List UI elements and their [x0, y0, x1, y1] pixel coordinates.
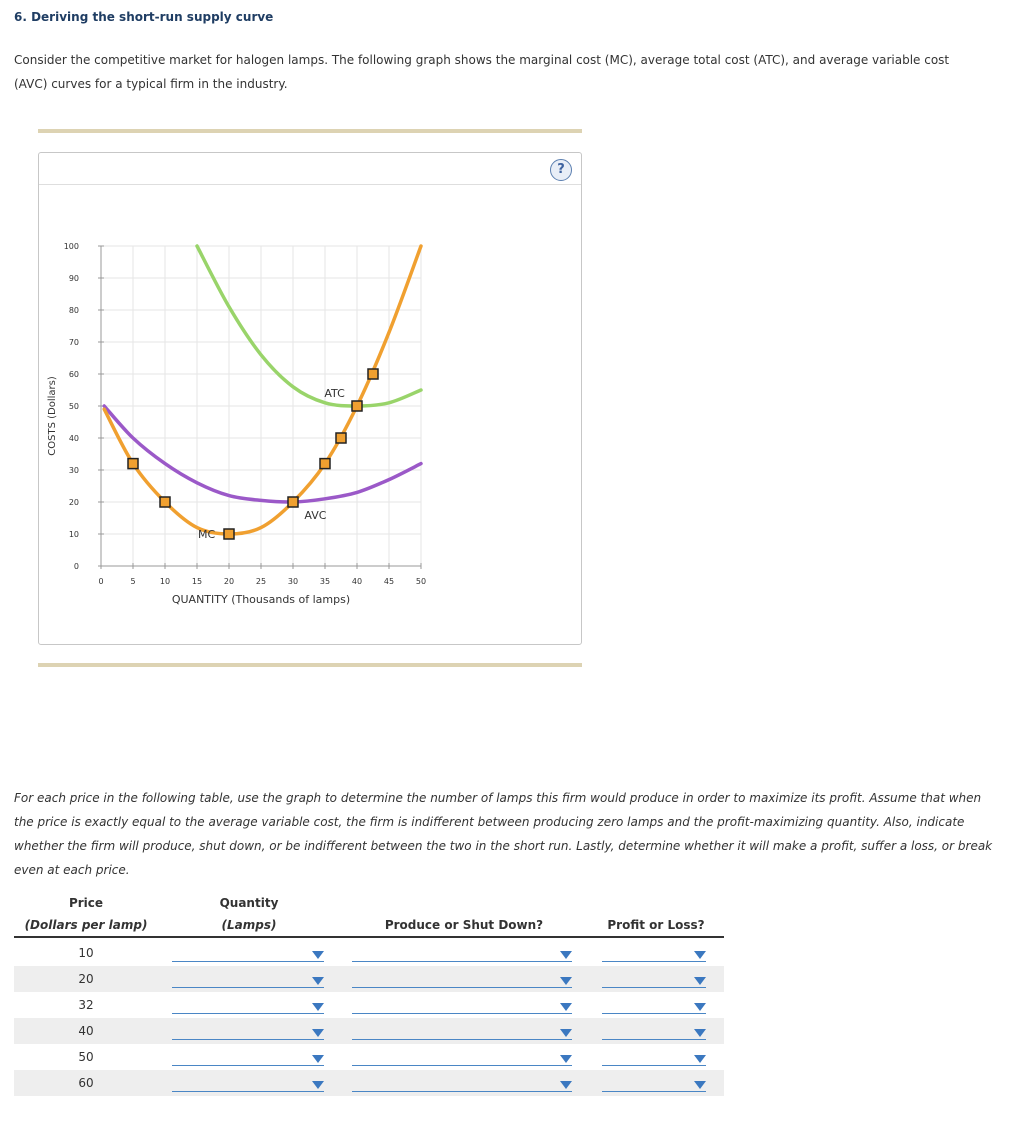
x-tick-label: 45 [383, 577, 395, 586]
table-row [14, 966, 724, 992]
curve-label-mc: MC [198, 528, 216, 541]
table-row [14, 1070, 724, 1096]
quantity-dropdown[interactable] [172, 995, 324, 1014]
profit-loss-dropdown[interactable] [602, 995, 706, 1014]
y-tick-label: 40 [68, 434, 79, 443]
quantity-header: Quantity [219, 896, 279, 910]
price-cell: 20 [78, 972, 94, 986]
mc-point-marker [160, 497, 170, 507]
chevron-down-icon [560, 977, 572, 985]
x-tick-label: 30 [287, 577, 299, 586]
chevron-down-icon [312, 1081, 324, 1089]
price-header: Price [68, 896, 104, 910]
y-tick-label: 60 [68, 370, 79, 379]
y-tick-label: 0 [73, 562, 79, 571]
table-header-rule [14, 936, 724, 938]
mc-point-marker [368, 369, 378, 379]
x-tick-label: 10 [159, 577, 171, 586]
quantity-dropdown[interactable] [172, 1021, 324, 1040]
x-tick-label: 5 [130, 577, 136, 586]
quantity-dropdown[interactable] [172, 1073, 324, 1092]
chevron-down-icon [560, 1081, 572, 1089]
produce-shutdown-dropdown[interactable] [352, 943, 572, 962]
price-unit-header: (Dollars per lamp) [24, 918, 148, 932]
produce-shutdown-dropdown[interactable] [352, 1073, 572, 1092]
quantity-dropdown[interactable] [172, 969, 324, 988]
x-tick-label: 0 [98, 577, 104, 586]
mc-curve [104, 246, 421, 534]
chevron-down-icon [560, 1055, 572, 1063]
profit-loss-dropdown[interactable] [602, 943, 706, 962]
chevron-down-icon [560, 951, 572, 959]
atc-curve [197, 246, 421, 406]
y-tick-label: 80 [68, 306, 79, 315]
x-tick-label: 15 [191, 577, 203, 586]
chevron-down-icon [560, 1029, 572, 1037]
y-tick-label: 30 [68, 466, 79, 475]
chevron-down-icon [312, 1055, 324, 1063]
divider-top [38, 129, 582, 133]
quantity-unit-header: (Lamps) [221, 918, 277, 932]
produce-header: Produce or Shut Down? [384, 918, 544, 932]
profit-loss-dropdown[interactable] [602, 1073, 706, 1092]
produce-shutdown-dropdown[interactable] [352, 995, 572, 1014]
table-row [14, 940, 724, 966]
curve-label-avc: AVC [304, 508, 327, 522]
chevron-down-icon [694, 951, 706, 959]
cost-curves-chart [39, 153, 581, 644]
x-axis-label: QUANTITY (Thousands of lamps) [171, 593, 351, 606]
instructions-text: For each price in the following table, use the graph to determine the number of lamps this firm would produce in order to maximize its profit. Assume that when the price is exactly equal to the average variable cost, the firm is indifferent between producing zero lamps and the profit-maximizing quantity. Also, indicate whether the firm will produce, shut down, or be indifferent between the two in the short run. Lastly, determine whether it will make a profit, suffer a loss, or break even at each price. [14, 791, 993, 877]
mc-point-marker [128, 459, 138, 469]
chevron-down-icon [694, 977, 706, 985]
y-axis-label: COSTS (Dollars) [47, 376, 58, 456]
mc-point-marker [352, 401, 362, 411]
chevron-down-icon [312, 977, 324, 985]
chevron-down-icon [694, 1029, 706, 1037]
chevron-down-icon [694, 1055, 706, 1063]
price-cell: 40 [78, 1024, 94, 1038]
chevron-down-icon [694, 1081, 706, 1089]
produce-shutdown-dropdown[interactable] [352, 969, 572, 988]
profit-header: Profit or Loss? [607, 918, 705, 932]
chevron-down-icon [312, 1003, 324, 1011]
quantity-dropdown[interactable] [172, 943, 324, 962]
produce-shutdown-dropdown[interactable] [352, 1021, 572, 1040]
curve-label-atc: ATC [324, 387, 345, 401]
price-cell: 32 [78, 998, 94, 1012]
table-row [14, 1018, 724, 1044]
page-title: 6. Deriving the short-run supply curve [14, 10, 274, 24]
chevron-down-icon [312, 1029, 324, 1037]
x-tick-label: 20 [223, 577, 235, 586]
produce-shutdown-dropdown[interactable] [352, 1047, 572, 1066]
y-tick-label: 20 [68, 498, 79, 507]
price-cell: 10 [78, 946, 94, 960]
mc-point-marker [320, 459, 330, 469]
graph-panel [38, 152, 582, 645]
chevron-down-icon [694, 1003, 706, 1011]
quantity-dropdown[interactable] [172, 1047, 324, 1066]
table-row [14, 992, 724, 1018]
price-cell: 60 [78, 1076, 94, 1090]
x-tick-label: 35 [319, 577, 331, 586]
profit-loss-dropdown[interactable] [602, 1021, 706, 1040]
x-tick-label: 50 [415, 577, 427, 586]
y-tick-label: 100 [63, 242, 79, 251]
x-tick-label: 25 [255, 577, 267, 586]
y-tick-label: 10 [68, 530, 79, 539]
intro-text: Consider the competitive market for halogen lamps. The following graph shows the marginal cost (MC), average total cost (ATC), and average variable cost (AVC) curves for a typical firm in the industry. [14, 53, 950, 91]
y-tick-label: 50 [68, 402, 79, 411]
chevron-down-icon [312, 951, 324, 959]
y-tick-label: 90 [68, 274, 79, 283]
x-tick-label: 40 [351, 577, 363, 586]
profit-loss-dropdown[interactable] [602, 1047, 706, 1066]
mc-point-marker [224, 529, 234, 539]
profit-loss-dropdown[interactable] [602, 969, 706, 988]
price-cell: 50 [78, 1050, 94, 1064]
chevron-down-icon [560, 1003, 572, 1011]
mc-point-marker [336, 433, 346, 443]
y-tick-label: 70 [68, 338, 79, 347]
table-row [14, 1044, 724, 1070]
divider-bottom [38, 663, 582, 667]
mc-point-marker [288, 497, 298, 507]
help-icon[interactable]: ? [550, 159, 572, 181]
